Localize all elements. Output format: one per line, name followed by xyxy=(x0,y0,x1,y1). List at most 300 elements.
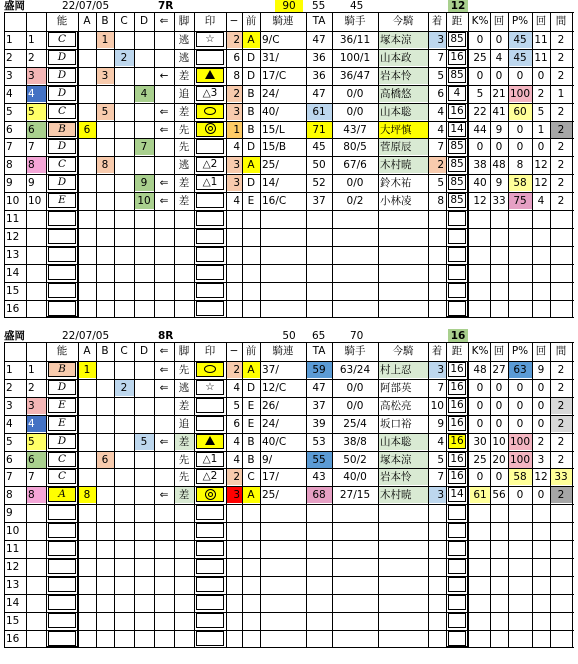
row-cur-cell: 坂口裕 xyxy=(380,417,412,430)
row-ta-cell: 36 xyxy=(312,51,326,64)
row-c-cell xyxy=(114,362,134,378)
empty-mark-cell xyxy=(196,523,224,538)
row-no-cell: 6 xyxy=(6,453,13,466)
row-pos-cell: E xyxy=(247,399,255,412)
grid-line xyxy=(4,264,574,265)
row-pos-cell: D xyxy=(246,69,256,82)
row-dist-cell: 16 xyxy=(448,469,466,484)
row-b-cell xyxy=(96,416,114,432)
row-no-cell: 4 xyxy=(6,87,13,100)
row-kr-cell: 0 xyxy=(495,141,503,154)
row-b-cell xyxy=(96,193,114,209)
row-pr-cell: 3 xyxy=(537,453,545,466)
row-k-cell: 0 xyxy=(476,69,484,82)
top-number-3: 45 xyxy=(350,0,364,12)
grid-line xyxy=(490,342,491,648)
row-cur-cell: 阿部英 xyxy=(380,381,412,394)
row-gate-cell: 1 xyxy=(28,364,35,376)
empty-dist-cell xyxy=(448,577,466,592)
column-header: B xyxy=(101,15,109,27)
row-c-cell xyxy=(114,487,134,503)
grid-line xyxy=(4,647,574,648)
row-pr-cell: 11 xyxy=(534,51,548,64)
row-style-cell: 差 xyxy=(178,399,190,412)
column-header: B xyxy=(101,345,109,357)
empty-mark-cell xyxy=(196,541,224,556)
row-jockey-cell: 67/6 xyxy=(343,159,367,172)
column-header: D xyxy=(139,15,149,27)
grid-line xyxy=(4,433,574,434)
grid-line xyxy=(508,12,509,318)
row-b-cell xyxy=(96,139,114,155)
row-jockey-cell: 0/0 xyxy=(346,399,364,412)
empty-dist-cell xyxy=(448,631,466,646)
row-d-cell xyxy=(134,362,154,378)
column-header: 回 xyxy=(535,345,547,357)
row-b-cell xyxy=(96,362,114,378)
row-dist-cell: 16 xyxy=(448,452,466,467)
grid-line xyxy=(26,12,27,318)
row-mark-cell xyxy=(196,122,224,137)
row-jockey-cell: 0/0 xyxy=(346,177,364,190)
row-style-cell: 先 xyxy=(178,364,190,376)
row-pr-cell: 2 xyxy=(537,87,545,100)
row-style-cell: 差 xyxy=(178,69,190,82)
empty-ability-cell xyxy=(48,595,76,610)
row-arrow-cell xyxy=(154,32,174,48)
empty-row-number: 14 xyxy=(6,596,20,609)
row-a-cell xyxy=(78,469,96,485)
row-arrow-cell: ← xyxy=(159,69,169,82)
empty-dist-cell xyxy=(448,523,466,538)
grid-line xyxy=(4,192,574,193)
row-k-cell: 0 xyxy=(476,417,484,430)
row-mark-cell xyxy=(196,104,224,119)
empty-dist-cell xyxy=(448,301,466,316)
distance-number: 12 xyxy=(448,0,468,13)
row-p-cell: 0 xyxy=(516,399,524,412)
row-m2-cell: 3 xyxy=(226,487,242,503)
grid-line xyxy=(114,12,115,318)
row-cur-cell: 岩本怜 xyxy=(378,469,428,485)
column-header: 着 xyxy=(431,345,443,357)
row-pos-cell: B xyxy=(247,105,255,118)
row-gap-cell: 2 xyxy=(557,141,565,154)
row-k-cell: 0 xyxy=(476,141,484,154)
column-header: 間 xyxy=(555,345,567,357)
row-ability-cell: E xyxy=(48,193,76,208)
row-arrow-cell: ⇐ xyxy=(159,364,169,376)
row-gap-cell: 2 xyxy=(550,122,572,138)
top-number-1: 50 xyxy=(282,330,296,342)
row-ability-cell: E xyxy=(48,416,76,431)
row-m2-cell: 4 xyxy=(233,435,240,448)
column-header: A xyxy=(83,15,91,27)
row-mark-cell: △2 xyxy=(196,157,224,172)
row-style-cell: 逃 xyxy=(178,381,190,394)
empty-mark-cell xyxy=(196,631,224,646)
row-pr-cell: 0 xyxy=(537,417,545,430)
row-jockey-cell: 0/0 xyxy=(346,87,364,100)
row-jr-cell: 9/ xyxy=(262,453,273,466)
grid-line xyxy=(114,342,115,648)
row-c-cell xyxy=(114,416,134,432)
column-header: TA xyxy=(312,345,326,357)
row-kr-cell: 4 xyxy=(495,51,503,64)
empty-ability-cell xyxy=(48,247,76,262)
row-mark-cell xyxy=(196,434,224,449)
empty-dist-cell xyxy=(448,247,466,262)
row-gap-cell: 2 xyxy=(557,453,565,466)
top-number-2: 55 xyxy=(312,0,326,12)
column-header: 前 xyxy=(245,15,257,27)
row-k-cell: 61 xyxy=(470,487,490,503)
row-gap-cell: 2 xyxy=(557,105,565,118)
empty-dist-cell xyxy=(448,265,466,280)
grid-line xyxy=(4,504,574,505)
row-b-cell xyxy=(96,380,114,396)
row-jockey-cell: 27/15 xyxy=(339,489,371,502)
empty-row-number: 16 xyxy=(6,632,20,645)
grid-line xyxy=(550,342,551,648)
row-no-cell: 5 xyxy=(6,105,13,118)
row-a-cell xyxy=(78,86,96,102)
grid-line xyxy=(490,12,491,318)
row-c-cell: 2 xyxy=(114,50,134,66)
row-a-cell xyxy=(78,452,96,468)
row-arrow-cell xyxy=(154,416,174,432)
row-dist-cell: 85 xyxy=(448,68,466,83)
row-fin-cell: 4 xyxy=(437,105,444,118)
row-fin-cell: 10 xyxy=(430,399,444,412)
grid-line xyxy=(4,594,574,595)
row-dist-cell: 16 xyxy=(448,50,466,65)
grid-line xyxy=(4,246,574,247)
grid-line xyxy=(4,342,574,343)
row-d-cell xyxy=(134,68,154,84)
column-header: D xyxy=(139,345,149,357)
empty-dist-cell xyxy=(448,559,466,574)
row-mark-cell xyxy=(196,193,224,208)
row-m2-cell: 4 xyxy=(233,453,240,466)
row-gate-cell: 5 xyxy=(26,434,46,450)
row-k-cell: 48 xyxy=(473,364,487,376)
row-d-cell xyxy=(134,487,154,503)
row-style-cell: 差 xyxy=(178,105,190,118)
row-jockey-cell: 0/0 xyxy=(346,381,364,394)
column-header: 能 xyxy=(56,345,68,357)
row-pos-cell: E xyxy=(247,417,255,430)
grid-line xyxy=(4,415,574,416)
grid-line xyxy=(4,85,574,86)
row-gap-cell: 2 xyxy=(557,34,565,46)
empty-ability-cell xyxy=(48,265,76,280)
empty-row-number: 11 xyxy=(6,213,20,225)
row-kr-cell: 10 xyxy=(492,435,506,448)
grid-line xyxy=(4,397,574,398)
row-gate-cell: 2 xyxy=(28,51,35,64)
row-jr-cell: 12/C xyxy=(262,381,287,394)
row-b-cell: 5 xyxy=(96,104,114,120)
grid-line xyxy=(96,12,97,318)
row-b-cell xyxy=(96,122,114,138)
row-pos-cell: B xyxy=(247,435,255,448)
empty-dist-cell xyxy=(448,541,466,556)
race-date: 22/07/05 xyxy=(62,0,110,12)
column-header: 今騎 xyxy=(392,15,414,27)
grid-line xyxy=(4,103,574,104)
grid-line xyxy=(174,12,175,318)
empty-ability-cell xyxy=(48,505,76,520)
grid-line xyxy=(332,12,333,318)
grid-line xyxy=(4,540,574,541)
row-dist-cell: 14 xyxy=(448,122,466,137)
row-fin-cell: 7 xyxy=(437,471,444,484)
empty-ability-cell xyxy=(48,541,76,556)
empty-mark-cell xyxy=(196,283,224,298)
row-ta-cell: 47 xyxy=(312,381,326,394)
row-c-cell xyxy=(114,157,134,173)
row-c-cell xyxy=(114,434,134,450)
row-fin-cell: 3 xyxy=(428,32,446,48)
row-pos-cell: E xyxy=(247,195,255,208)
row-arrow-cell xyxy=(154,86,174,102)
venue-label: 盛岡 xyxy=(4,330,25,342)
row-no-cell: 4 xyxy=(6,417,13,430)
grid-line xyxy=(226,342,227,648)
row-fin-cell: 5 xyxy=(437,177,444,190)
row-mark-cell: ☆ xyxy=(196,32,224,47)
empty-dist-cell xyxy=(448,505,466,520)
row-ta-cell: 45 xyxy=(312,141,326,154)
row-ability-cell: C xyxy=(48,32,76,47)
row-jr-cell: 40/C xyxy=(262,435,287,448)
row-c-cell xyxy=(114,68,134,84)
row-ability-cell: D xyxy=(48,139,76,154)
row-pr-cell: 5 xyxy=(537,105,545,118)
row-gap-cell: 2 xyxy=(550,416,572,432)
row-c-cell xyxy=(114,175,134,191)
row-jr-cell: 17/ xyxy=(262,471,279,484)
grid-line xyxy=(468,12,469,318)
row-p-cell: 0 xyxy=(516,489,524,502)
row-c-cell xyxy=(114,398,134,414)
row-a-cell xyxy=(78,175,96,191)
row-arrow-cell: ⇐ xyxy=(159,381,169,394)
row-a-cell xyxy=(78,50,96,66)
row-d-cell xyxy=(134,104,154,120)
row-pr-cell: 12 xyxy=(534,471,548,484)
race-date: 22/07/05 xyxy=(62,330,110,342)
row-jr-cell: 26/ xyxy=(262,399,279,412)
empty-mark-cell xyxy=(196,265,224,280)
grid-line xyxy=(226,12,227,318)
row-k-cell: 12 xyxy=(473,195,487,208)
row-p-cell: 58 xyxy=(508,469,532,485)
row-kr-cell: 9 xyxy=(495,123,503,136)
row-d-cell xyxy=(134,398,154,414)
row-mark-cell xyxy=(196,398,224,413)
row-k-cell: 0 xyxy=(476,471,484,484)
row-ta-cell: 59 xyxy=(306,362,332,378)
row-gap-cell: 2 xyxy=(557,159,565,172)
row-a-cell xyxy=(78,380,96,396)
row-no-cell: 8 xyxy=(6,489,13,502)
grid-line xyxy=(194,342,195,648)
row-dist-cell: 85 xyxy=(448,139,466,154)
row-no-cell: 8 xyxy=(6,159,13,172)
row-mark-cell: ☆ xyxy=(196,380,224,395)
row-fin-cell: 4 xyxy=(437,123,444,136)
grid-line xyxy=(46,342,47,648)
row-pos-cell: A xyxy=(242,32,260,48)
row-ta-cell: 55 xyxy=(306,452,332,468)
row-jockey-cell: 63/24 xyxy=(339,364,371,376)
row-ability-cell: D xyxy=(48,68,76,83)
row-gap-cell: 2 xyxy=(557,435,565,448)
row-gate-cell: 7 xyxy=(28,141,35,154)
row-gap-cell: 2 xyxy=(557,364,565,376)
row-jr-cell: 24/ xyxy=(262,417,279,430)
empty-mark-cell xyxy=(196,505,224,520)
row-dist-cell: 4 xyxy=(448,86,466,101)
row-pos-cell: C xyxy=(247,471,255,484)
row-arrow-cell xyxy=(154,139,174,155)
row-p-cell: 0 xyxy=(516,417,524,430)
row-pos-cell: B xyxy=(247,453,255,466)
column-header: − xyxy=(229,15,239,27)
row-jr-cell: 17/C xyxy=(262,69,287,82)
row-kr-cell: 41 xyxy=(492,105,506,118)
row-cur-cell: 山本聡 xyxy=(378,434,428,450)
row-jr-cell: 24/ xyxy=(262,87,279,100)
row-c-cell xyxy=(114,122,134,138)
row-m2-cell: 4 xyxy=(233,381,240,394)
row-no-cell: 7 xyxy=(6,471,13,484)
row-mark-cell xyxy=(196,487,224,502)
row-kr-cell: 56 xyxy=(492,489,506,502)
row-cur-cell: 大坪慎 xyxy=(378,122,428,138)
row-dist-cell: 16 xyxy=(448,416,466,431)
row-d-cell xyxy=(134,469,154,485)
row-no-cell: 2 xyxy=(6,381,13,394)
empty-mark-cell xyxy=(196,559,224,574)
row-pr-cell: 0 xyxy=(537,141,545,154)
column-header: 騎連 xyxy=(272,345,294,357)
row-mark-cell: △3 xyxy=(196,86,224,101)
row-dist-cell: 16 xyxy=(448,362,466,377)
empty-ability-cell xyxy=(48,523,76,538)
row-m2-cell: 3 xyxy=(226,157,242,173)
empty-ability-cell xyxy=(48,577,76,592)
row-jockey-cell: 25/4 xyxy=(343,417,367,430)
row-c-cell xyxy=(114,469,134,485)
row-style-cell: 追 xyxy=(178,417,190,430)
row-c-cell xyxy=(114,452,134,468)
grid-line xyxy=(134,12,135,318)
grid-line xyxy=(468,342,469,648)
grid-line xyxy=(194,12,195,318)
row-style-cell: 逃 xyxy=(178,159,190,172)
row-fin-cell: 8 xyxy=(437,195,444,208)
triangle-mark-icon xyxy=(205,70,215,79)
row-k-cell: 38 xyxy=(473,159,487,172)
row-jockey-cell: 100/1 xyxy=(339,51,371,64)
row-dist-cell: 85 xyxy=(448,157,466,172)
grid-line xyxy=(446,12,447,318)
row-arrow-cell: ⇐ xyxy=(159,177,169,190)
row-m2-cell: 2 xyxy=(226,469,242,485)
row-gap-cell: 2 xyxy=(557,177,565,190)
empty-ability-cell xyxy=(48,559,76,574)
row-fin-cell: 7 xyxy=(437,381,444,394)
row-k-cell: 0 xyxy=(476,381,484,394)
top-number-1: 90 xyxy=(275,0,303,13)
row-kr-cell: 20 xyxy=(492,453,506,466)
column-header: 印 xyxy=(204,345,216,357)
row-kr-cell: 33 xyxy=(492,195,506,208)
row-no-cell: 1 xyxy=(6,34,13,46)
row-kr-cell: 27 xyxy=(492,364,506,376)
column-header: 騎手 xyxy=(344,15,366,27)
row-jr-cell: 31/ xyxy=(262,51,279,64)
row-a-cell xyxy=(78,416,96,432)
row-arrow-cell: ⇐ xyxy=(159,123,169,136)
row-p-cell: 45 xyxy=(508,32,532,48)
empty-mark-cell xyxy=(196,595,224,610)
row-gap-cell: 2 xyxy=(550,398,572,414)
row-kr-cell: 21 xyxy=(492,87,506,100)
row-pr-cell: 0 xyxy=(537,489,545,502)
row-m2-cell: 2 xyxy=(226,362,242,378)
column-header: 脚 xyxy=(178,345,190,357)
row-d-cell xyxy=(134,122,154,138)
row-a-cell: 1 xyxy=(78,362,96,378)
row-ability-cell: D xyxy=(48,434,76,449)
column-header: P% xyxy=(511,345,529,357)
row-style-cell: 逃 xyxy=(178,51,190,64)
column-header: P% xyxy=(511,15,529,27)
empty-ability-cell xyxy=(48,631,76,646)
column-header: 能 xyxy=(56,15,68,27)
row-ability-cell: C xyxy=(48,452,76,467)
row-b-cell xyxy=(96,469,114,485)
row-m2-cell: 2 xyxy=(226,32,242,48)
row-a-cell xyxy=(78,68,96,84)
row-arrow-cell xyxy=(154,452,174,468)
grid-line xyxy=(4,486,574,487)
row-dist-cell: 85 xyxy=(448,32,466,47)
row-cur-cell: 山本聡 xyxy=(378,104,428,120)
column-header: 距 xyxy=(451,345,463,357)
empty-ability-cell xyxy=(48,229,76,244)
row-m2-cell: 3 xyxy=(226,175,242,191)
row-pr-cell: 4 xyxy=(537,195,545,208)
row-pos-cell: D xyxy=(246,141,256,154)
grid-line xyxy=(4,121,574,122)
row-style-cell: 先 xyxy=(178,453,190,466)
row-m2-cell: 4 xyxy=(233,195,240,208)
row-k-cell: 5 xyxy=(476,87,484,100)
row-p-cell: 0 xyxy=(516,123,524,136)
row-pos-cell: A xyxy=(242,362,260,378)
grid-line xyxy=(4,12,5,318)
row-jr-cell: 40/ xyxy=(262,105,279,118)
row-k-cell: 40 xyxy=(473,177,487,190)
row-ability-cell: D xyxy=(48,380,76,395)
row-d-cell: 10 xyxy=(134,193,154,209)
row-arrow-cell xyxy=(154,157,174,173)
